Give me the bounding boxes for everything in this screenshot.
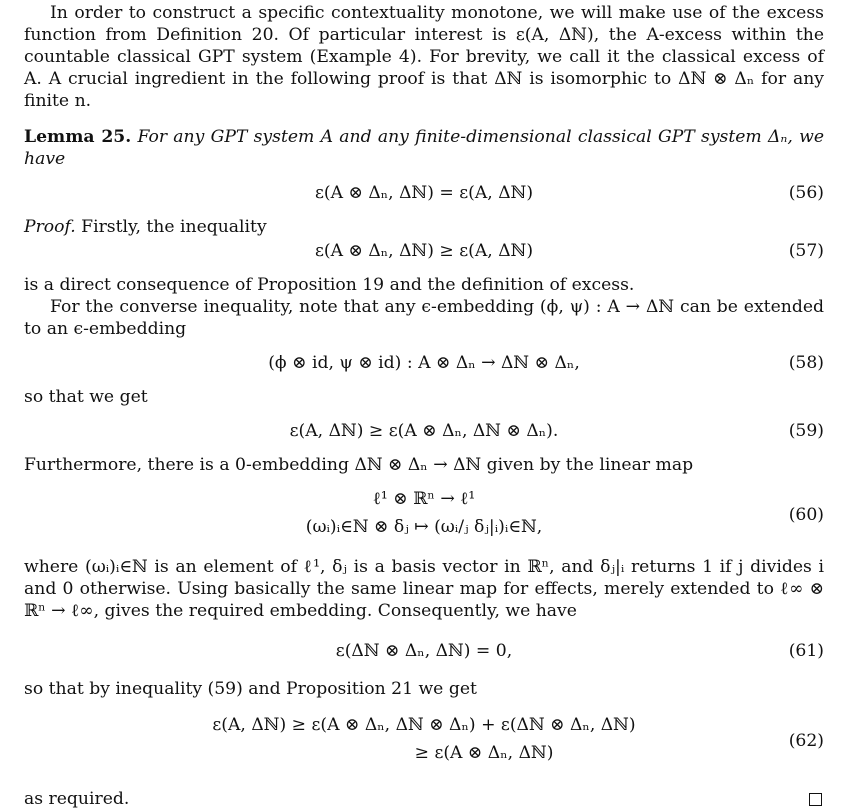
lemma-statement: For any GPT system A and any finite-dimensional classical GPT system Δₙ, we have xyxy=(24,127,824,169)
equation-60-line1: ℓ¹ ⊗ ℝⁿ → ℓ¹ xyxy=(372,489,476,509)
equation-62-number: (62) xyxy=(788,731,824,751)
proof-end xyxy=(24,788,824,810)
equation-57-number: (57) xyxy=(788,241,824,261)
equation-58-number: (58) xyxy=(788,353,824,373)
converse-paragraph: For the converse inequality, note that any ϵ-embedding (ϕ, ψ) : A → Δℕ can be extended to an ϵ-embedding xyxy=(24,297,824,339)
equation-61 xyxy=(24,638,824,664)
where-paragraph: where (ωᵢ)ᵢ∈ℕ is an element of ℓ¹, δⱼ is a basis vector in ℝⁿ, and δⱼ|ᵢ returns 1 if j divides i and 0 otherwise. Using basically the same linear map for effects, merely extended to ℓ∞ ⊗ ℝⁿ → ℓ∞, gives the required embedding. Consequently, we have xyxy=(24,557,824,621)
furthermore-paragraph: Furthermore, there is a 0-embedding Δℕ ⊗ Δₙ → Δℕ given by the linear map xyxy=(24,455,694,475)
equation-57 xyxy=(24,238,824,264)
equation-58-expr: (ϕ ⊗ id, ψ ⊗ id) : A ⊗ Δₙ → Δℕ ⊗ Δₙ, xyxy=(268,353,580,373)
equation-62-line1: ε(A, Δℕ) ≥ ε(A ⊗ Δₙ, Δℕ ⊗ Δₙ) + ε(Δℕ ⊗ Δₙ, Δℕ) xyxy=(212,715,636,735)
equation-59-number: (59) xyxy=(788,421,824,441)
equation-60-number: (60) xyxy=(788,505,824,525)
proof-intro xyxy=(24,216,824,238)
lemma-label: Lemma 25. xyxy=(24,127,132,147)
equation-60-line2: (ωᵢ)ᵢ∈ℕ ⊗ δⱼ ↦ (ωᵢ/ⱼ δⱼ|ᵢ)ᵢ∈ℕ, xyxy=(305,517,543,537)
equation-57-expr: ε(A ⊗ Δₙ, Δℕ) ≥ ε(A, Δℕ) xyxy=(314,241,534,261)
equation-62-line2: ≥ ε(A ⊗ Δₙ, Δℕ) xyxy=(414,743,554,763)
as-required-text: as required. xyxy=(24,789,130,809)
qed-square-icon xyxy=(809,793,822,806)
equation-61-expr: ε(Δℕ ⊗ Δₙ, Δℕ) = 0, xyxy=(335,641,513,661)
consequence-paragraph: is a direct consequence of Proposition 19 and the definition of excess. xyxy=(24,275,635,295)
proof-intro-text: Firstly, the inequality xyxy=(81,217,267,237)
equation-62 xyxy=(24,714,824,772)
equation-58 xyxy=(24,350,824,376)
equation-59-expr: ε(A, Δℕ) ≥ ε(A ⊗ Δₙ, Δℕ ⊗ Δₙ). xyxy=(289,421,559,441)
equation-56 xyxy=(24,180,824,206)
paper-page xyxy=(24,0,824,810)
equation-60 xyxy=(24,488,824,546)
intro-paragraph: In order to construct a specific contextuality monotone, we will make use of the excess function from Definition 20. Of particular interest is ε(A, Δℕ), the A-excess within the countable classical GPT system (Example 4). For brevity, we call it the classical excess of A. A crucial ingredient in the following proof is that Δℕ is isomorphic to Δℕ ⊗ Δₙ for any finite n. xyxy=(24,3,824,111)
lemma-25 xyxy=(24,126,824,170)
equation-59 xyxy=(24,418,824,444)
so-that-text: so that we get xyxy=(24,387,148,407)
equation-56-expr: ε(A ⊗ Δₙ, Δℕ) = ε(A, Δℕ) xyxy=(314,183,534,203)
equation-61-number: (61) xyxy=(788,641,824,661)
proof-label: Proof. xyxy=(24,217,76,237)
so-that-2-text: so that by inequality (59) and Proposition 21 we get xyxy=(24,679,477,699)
equation-56-number: (56) xyxy=(788,183,824,203)
